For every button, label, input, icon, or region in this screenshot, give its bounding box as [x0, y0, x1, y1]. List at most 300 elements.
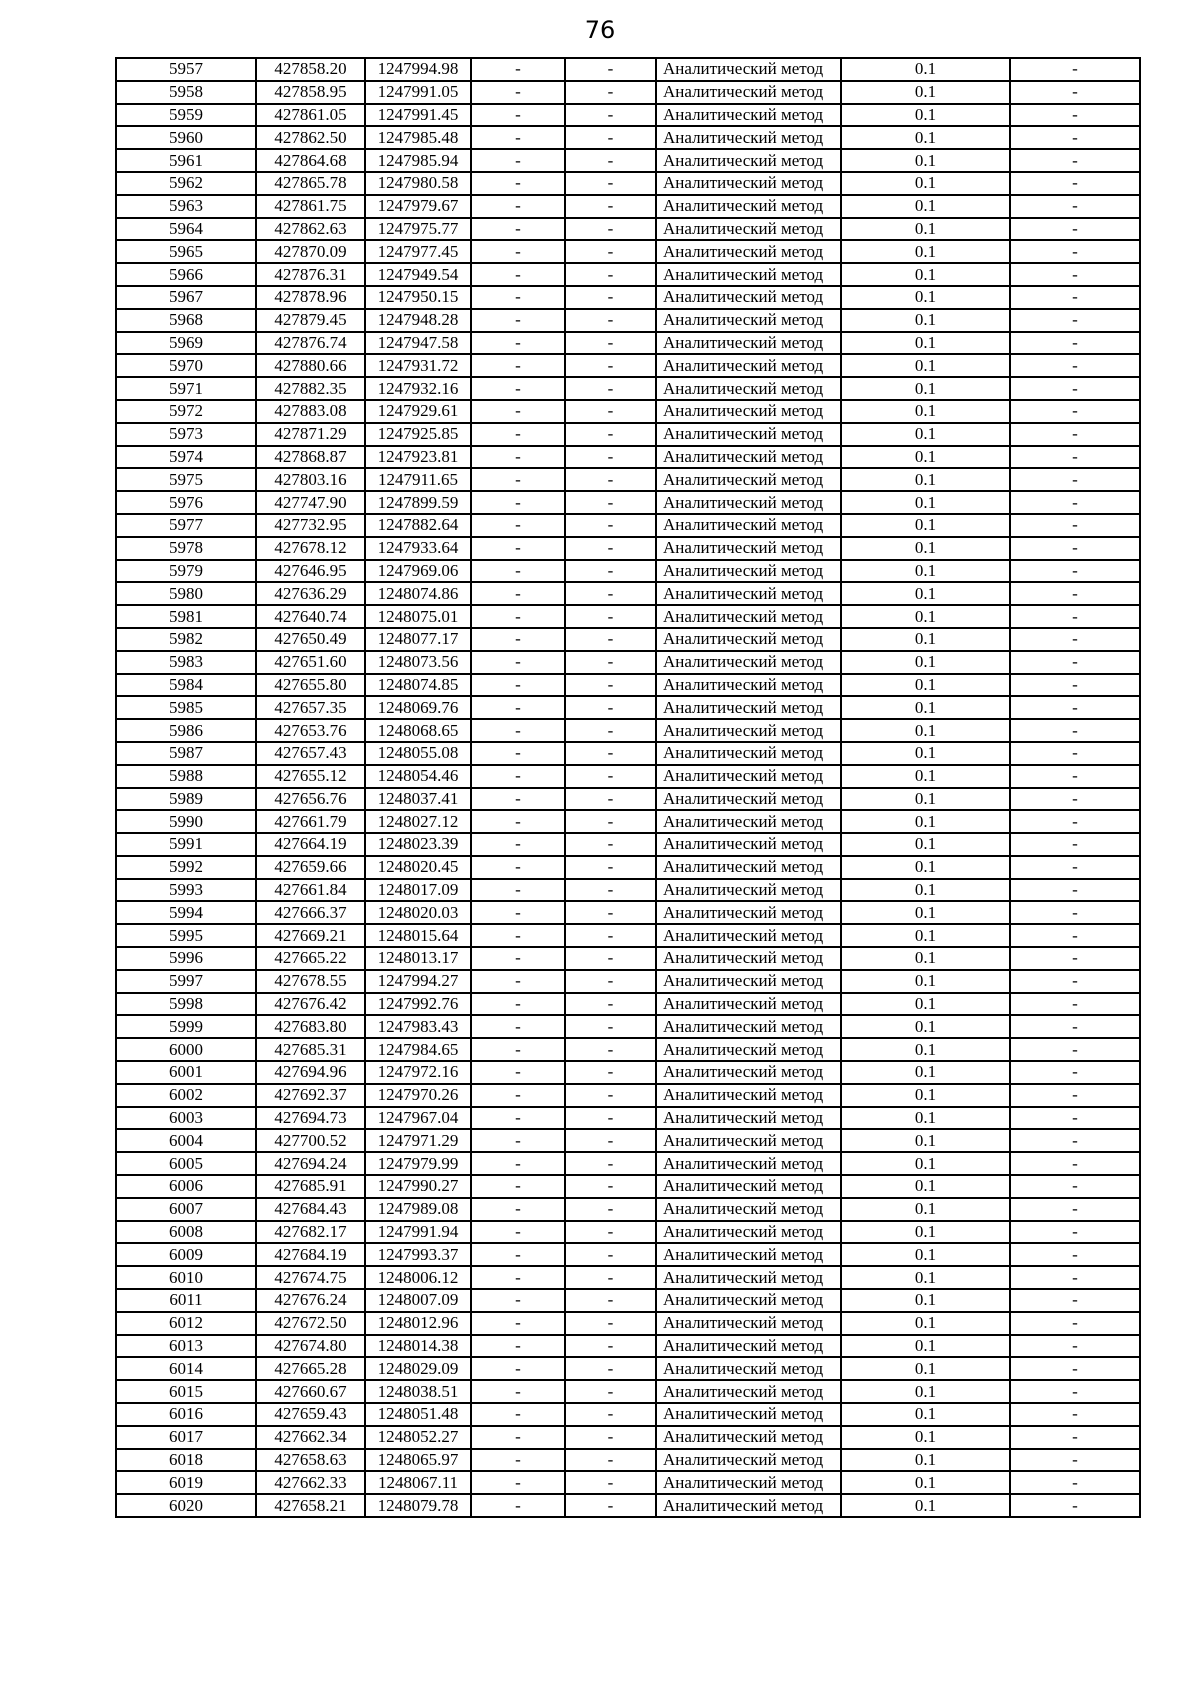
cell-method: Аналитический метод [656, 1266, 841, 1289]
cell-x-coordinate: 427665.28 [256, 1357, 365, 1380]
cell-empty-col-2: - [565, 446, 656, 469]
cell-empty-col-3: - [1010, 901, 1140, 924]
cell-x-coordinate: 427659.43 [256, 1403, 365, 1426]
cell-precision: 0.1 [841, 1152, 1010, 1175]
table-row [116, 1084, 1140, 1107]
cell-empty-col-3: - [1010, 1357, 1140, 1380]
table-row [116, 1107, 1140, 1130]
cell-precision: 0.1 [841, 195, 1010, 218]
cell-empty-col-1: - [471, 468, 565, 491]
table-row [116, 1266, 1140, 1289]
cell-point-number: 5980 [116, 582, 256, 605]
cell-y-coordinate: 1247985.48 [365, 126, 471, 149]
cell-precision: 0.1 [841, 286, 1010, 309]
cell-empty-col-2: - [565, 788, 656, 811]
cell-point-number: 5970 [116, 354, 256, 377]
cell-precision: 0.1 [841, 126, 1010, 149]
cell-y-coordinate: 1247992.76 [365, 993, 471, 1016]
cell-point-number: 5960 [116, 126, 256, 149]
cell-empty-col-3: - [1010, 696, 1140, 719]
cell-precision: 0.1 [841, 81, 1010, 104]
cell-y-coordinate: 1247975.77 [365, 218, 471, 241]
cell-empty-col-3: - [1010, 400, 1140, 423]
cell-empty-col-1: - [471, 218, 565, 241]
table-row [116, 400, 1140, 423]
table-row [116, 81, 1140, 104]
cell-precision: 0.1 [841, 1335, 1010, 1358]
cell-method: Аналитический метод [656, 1175, 841, 1198]
cell-empty-col-2: - [565, 605, 656, 628]
cell-method: Аналитический метод [656, 1129, 841, 1152]
cell-x-coordinate: 427653.76 [256, 719, 365, 742]
cell-precision: 0.1 [841, 1312, 1010, 1335]
cell-precision: 0.1 [841, 1198, 1010, 1221]
cell-method: Аналитический метод [656, 605, 841, 628]
cell-x-coordinate: 427669.21 [256, 924, 365, 947]
cell-empty-col-3: - [1010, 309, 1140, 332]
cell-x-coordinate: 427878.96 [256, 286, 365, 309]
cell-empty-col-1: - [471, 1494, 565, 1517]
cell-empty-col-3: - [1010, 1335, 1140, 1358]
cell-empty-col-3: - [1010, 1061, 1140, 1084]
cell-y-coordinate: 1247929.61 [365, 400, 471, 423]
cell-y-coordinate: 1247979.67 [365, 195, 471, 218]
cell-y-coordinate: 1248038.51 [365, 1380, 471, 1403]
cell-empty-col-2: - [565, 1198, 656, 1221]
cell-precision: 0.1 [841, 1015, 1010, 1038]
cell-method: Аналитический метод [656, 696, 841, 719]
table-row [116, 491, 1140, 514]
cell-x-coordinate: 427666.37 [256, 901, 365, 924]
cell-empty-col-3: - [1010, 560, 1140, 583]
cell-y-coordinate: 1247970.26 [365, 1084, 471, 1107]
cell-method: Аналитический метод [656, 81, 841, 104]
cell-empty-col-3: - [1010, 1494, 1140, 1517]
cell-empty-col-2: - [565, 765, 656, 788]
cell-point-number: 5988 [116, 765, 256, 788]
cell-empty-col-2: - [565, 1266, 656, 1289]
cell-empty-col-2: - [565, 1403, 656, 1426]
cell-x-coordinate: 427660.67 [256, 1380, 365, 1403]
cell-empty-col-3: - [1010, 1312, 1140, 1335]
cell-empty-col-2: - [565, 354, 656, 377]
cell-precision: 0.1 [841, 560, 1010, 583]
table-row [116, 172, 1140, 195]
cell-empty-col-2: - [565, 400, 656, 423]
cell-method: Аналитический метод [656, 1380, 841, 1403]
cell-y-coordinate: 1247911.65 [365, 468, 471, 491]
cell-empty-col-1: - [471, 674, 565, 697]
cell-empty-col-3: - [1010, 1243, 1140, 1266]
cell-empty-col-1: - [471, 1221, 565, 1244]
cell-empty-col-1: - [471, 651, 565, 674]
cell-method: Аналитический метод [656, 1471, 841, 1494]
table-row [116, 514, 1140, 537]
table-row [116, 332, 1140, 355]
cell-x-coordinate: 427876.74 [256, 332, 365, 355]
cell-empty-col-1: - [471, 1175, 565, 1198]
cell-x-coordinate: 427879.45 [256, 309, 365, 332]
cell-empty-col-2: - [565, 1335, 656, 1358]
table-row [116, 674, 1140, 697]
cell-x-coordinate: 427882.35 [256, 377, 365, 400]
cell-empty-col-2: - [565, 651, 656, 674]
cell-precision: 0.1 [841, 172, 1010, 195]
cell-empty-col-3: - [1010, 354, 1140, 377]
cell-x-coordinate: 427657.35 [256, 696, 365, 719]
cell-x-coordinate: 427651.60 [256, 651, 365, 674]
cell-empty-col-2: - [565, 1175, 656, 1198]
cell-method: Аналитический метод [656, 1494, 841, 1517]
cell-y-coordinate: 1248013.17 [365, 947, 471, 970]
table-row [116, 742, 1140, 765]
cell-empty-col-3: - [1010, 674, 1140, 697]
cell-empty-col-3: - [1010, 947, 1140, 970]
cell-point-number: 5975 [116, 468, 256, 491]
cell-empty-col-1: - [471, 354, 565, 377]
cell-x-coordinate: 427858.20 [256, 58, 365, 81]
cell-empty-col-1: - [471, 537, 565, 560]
table-row [116, 901, 1140, 924]
cell-method: Аналитический метод [656, 332, 841, 355]
cell-x-coordinate: 427871.29 [256, 423, 365, 446]
table-row [116, 947, 1140, 970]
cell-empty-col-1: - [471, 491, 565, 514]
cell-empty-col-2: - [565, 993, 656, 1016]
cell-empty-col-2: - [565, 332, 656, 355]
cell-empty-col-2: - [565, 833, 656, 856]
cell-y-coordinate: 1248055.08 [365, 742, 471, 765]
cell-empty-col-2: - [565, 696, 656, 719]
table-row [116, 879, 1140, 902]
cell-point-number: 6001 [116, 1061, 256, 1084]
cell-method: Аналитический метод [656, 240, 841, 263]
table-row [116, 1335, 1140, 1358]
cell-empty-col-2: - [565, 514, 656, 537]
cell-x-coordinate: 427655.12 [256, 765, 365, 788]
table-row [116, 218, 1140, 241]
cell-y-coordinate: 1247950.15 [365, 286, 471, 309]
cell-empty-col-1: - [471, 605, 565, 628]
cell-empty-col-3: - [1010, 742, 1140, 765]
cell-x-coordinate: 427862.50 [256, 126, 365, 149]
cell-empty-col-3: - [1010, 263, 1140, 286]
cell-point-number: 5996 [116, 947, 256, 970]
cell-point-number: 5991 [116, 833, 256, 856]
cell-point-number: 5969 [116, 332, 256, 355]
cell-y-coordinate: 1247994.98 [365, 58, 471, 81]
table-row [116, 1152, 1140, 1175]
cell-empty-col-1: - [471, 833, 565, 856]
cell-precision: 0.1 [841, 628, 1010, 651]
cell-method: Аналитический метод [656, 1015, 841, 1038]
cell-empty-col-2: - [565, 126, 656, 149]
cell-empty-col-1: - [471, 1426, 565, 1449]
cell-point-number: 6011 [116, 1289, 256, 1312]
cell-empty-col-1: - [471, 104, 565, 127]
cell-point-number: 5979 [116, 560, 256, 583]
cell-x-coordinate: 427676.42 [256, 993, 365, 1016]
cell-empty-col-3: - [1010, 628, 1140, 651]
cell-empty-col-2: - [565, 149, 656, 172]
cell-method: Аналитический метод [656, 1061, 841, 1084]
cell-precision: 0.1 [841, 1449, 1010, 1472]
cell-y-coordinate: 1247989.08 [365, 1198, 471, 1221]
cell-empty-col-2: - [565, 1357, 656, 1380]
table-row [116, 1221, 1140, 1244]
cell-y-coordinate: 1247882.64 [365, 514, 471, 537]
cell-method: Аналитический метод [656, 263, 841, 286]
cell-precision: 0.1 [841, 924, 1010, 947]
cell-y-coordinate: 1247993.37 [365, 1243, 471, 1266]
cell-empty-col-1: - [471, 947, 565, 970]
cell-empty-col-3: - [1010, 1175, 1140, 1198]
cell-empty-col-3: - [1010, 1198, 1140, 1221]
table-row [116, 468, 1140, 491]
table-row [116, 195, 1140, 218]
cell-x-coordinate: 427694.73 [256, 1107, 365, 1130]
cell-y-coordinate: 1247969.06 [365, 560, 471, 583]
cell-x-coordinate: 427861.05 [256, 104, 365, 127]
cell-y-coordinate: 1247985.94 [365, 149, 471, 172]
cell-precision: 0.1 [841, 377, 1010, 400]
cell-y-coordinate: 1248020.45 [365, 856, 471, 879]
cell-empty-col-3: - [1010, 924, 1140, 947]
cell-empty-col-1: - [471, 1015, 565, 1038]
cell-method: Аналитический метод [656, 788, 841, 811]
cell-point-number: 6019 [116, 1471, 256, 1494]
cell-point-number: 5963 [116, 195, 256, 218]
table-row [116, 377, 1140, 400]
cell-empty-col-2: - [565, 742, 656, 765]
cell-empty-col-3: - [1010, 1266, 1140, 1289]
cell-precision: 0.1 [841, 674, 1010, 697]
cell-point-number: 5971 [116, 377, 256, 400]
cell-empty-col-1: - [471, 1335, 565, 1358]
table-row [116, 286, 1140, 309]
cell-empty-col-1: - [471, 1243, 565, 1266]
cell-point-number: 5998 [116, 993, 256, 1016]
cell-point-number: 5986 [116, 719, 256, 742]
cell-method: Аналитический метод [656, 719, 841, 742]
cell-point-number: 5966 [116, 263, 256, 286]
cell-point-number: 6014 [116, 1357, 256, 1380]
cell-x-coordinate: 427640.74 [256, 605, 365, 628]
cell-empty-col-3: - [1010, 423, 1140, 446]
cell-empty-col-3: - [1010, 719, 1140, 742]
cell-empty-col-2: - [565, 1494, 656, 1517]
cell-method: Аналитический метод [656, 924, 841, 947]
cell-point-number: 5961 [116, 149, 256, 172]
table-row [116, 788, 1140, 811]
cell-precision: 0.1 [841, 104, 1010, 127]
cell-method: Аналитический метод [656, 879, 841, 902]
cell-method: Аналитический метод [656, 468, 841, 491]
cell-y-coordinate: 1247967.04 [365, 1107, 471, 1130]
cell-empty-col-3: - [1010, 1015, 1140, 1038]
cell-empty-col-2: - [565, 1084, 656, 1107]
cell-precision: 0.1 [841, 1266, 1010, 1289]
cell-point-number: 6006 [116, 1175, 256, 1198]
cell-empty-col-3: - [1010, 765, 1140, 788]
cell-empty-col-3: - [1010, 993, 1140, 1016]
cell-x-coordinate: 427685.91 [256, 1175, 365, 1198]
cell-precision: 0.1 [841, 423, 1010, 446]
cell-empty-col-2: - [565, 309, 656, 332]
cell-method: Аналитический метод [656, 765, 841, 788]
cell-y-coordinate: 1247931.72 [365, 354, 471, 377]
cell-method: Аналитический метод [656, 400, 841, 423]
cell-empty-col-1: - [471, 1129, 565, 1152]
cell-empty-col-2: - [565, 263, 656, 286]
cell-x-coordinate: 427694.96 [256, 1061, 365, 1084]
cell-method: Аналитический метод [656, 833, 841, 856]
cell-empty-col-1: - [471, 58, 565, 81]
cell-method: Аналитический метод [656, 651, 841, 674]
cell-point-number: 5997 [116, 970, 256, 993]
cell-empty-col-2: - [565, 879, 656, 902]
cell-point-number: 5995 [116, 924, 256, 947]
cell-empty-col-2: - [565, 947, 656, 970]
cell-empty-col-1: - [471, 582, 565, 605]
cell-precision: 0.1 [841, 651, 1010, 674]
cell-y-coordinate: 1248051.48 [365, 1403, 471, 1426]
cell-x-coordinate: 427674.80 [256, 1335, 365, 1358]
cell-precision: 0.1 [841, 1221, 1010, 1244]
cell-y-coordinate: 1248029.09 [365, 1357, 471, 1380]
cell-x-coordinate: 427861.75 [256, 195, 365, 218]
cell-empty-col-3: - [1010, 172, 1140, 195]
cell-method: Аналитический метод [656, 674, 841, 697]
table-row [116, 354, 1140, 377]
cell-empty-col-1: - [471, 993, 565, 1016]
cell-x-coordinate: 427683.80 [256, 1015, 365, 1038]
cell-precision: 0.1 [841, 879, 1010, 902]
table-row [116, 605, 1140, 628]
cell-empty-col-2: - [565, 970, 656, 993]
cell-precision: 0.1 [841, 1289, 1010, 1312]
cell-y-coordinate: 1247972.16 [365, 1061, 471, 1084]
cell-method: Аналитический метод [656, 172, 841, 195]
cell-point-number: 5993 [116, 879, 256, 902]
cell-precision: 0.1 [841, 1129, 1010, 1152]
cell-y-coordinate: 1248067.11 [365, 1471, 471, 1494]
cell-point-number: 5972 [116, 400, 256, 423]
cell-empty-col-3: - [1010, 1038, 1140, 1061]
cell-precision: 0.1 [841, 1038, 1010, 1061]
cell-empty-col-1: - [471, 332, 565, 355]
cell-method: Аналитический метод [656, 810, 841, 833]
cell-empty-col-3: - [1010, 833, 1140, 856]
table-row [116, 628, 1140, 651]
cell-y-coordinate: 1248015.64 [365, 924, 471, 947]
cell-point-number: 5958 [116, 81, 256, 104]
cell-empty-col-1: - [471, 195, 565, 218]
cell-empty-col-1: - [471, 286, 565, 309]
cell-empty-col-2: - [565, 1129, 656, 1152]
cell-method: Аналитический метод [656, 1357, 841, 1380]
cell-empty-col-2: - [565, 1015, 656, 1038]
cell-method: Аналитический метод [656, 1335, 841, 1358]
cell-x-coordinate: 427700.52 [256, 1129, 365, 1152]
cell-empty-col-3: - [1010, 195, 1140, 218]
cell-point-number: 6003 [116, 1107, 256, 1130]
cell-x-coordinate: 427747.90 [256, 491, 365, 514]
table-row [116, 651, 1140, 674]
cell-point-number: 5978 [116, 537, 256, 560]
cell-empty-col-3: - [1010, 149, 1140, 172]
cell-precision: 0.1 [841, 1471, 1010, 1494]
cell-x-coordinate: 427672.50 [256, 1312, 365, 1335]
cell-empty-col-1: - [471, 446, 565, 469]
cell-y-coordinate: 1247980.58 [365, 172, 471, 195]
cell-precision: 0.1 [841, 788, 1010, 811]
cell-point-number: 6000 [116, 1038, 256, 1061]
cell-empty-col-3: - [1010, 491, 1140, 514]
cell-method: Аналитический метод [656, 423, 841, 446]
cell-y-coordinate: 1248023.39 [365, 833, 471, 856]
cell-x-coordinate: 427662.33 [256, 1471, 365, 1494]
table-row [116, 1198, 1140, 1221]
cell-empty-col-3: - [1010, 286, 1140, 309]
cell-x-coordinate: 427661.79 [256, 810, 365, 833]
cell-method: Аналитический метод [656, 446, 841, 469]
cell-point-number: 5987 [116, 742, 256, 765]
cell-empty-col-1: - [471, 400, 565, 423]
cell-precision: 0.1 [841, 332, 1010, 355]
cell-precision: 0.1 [841, 833, 1010, 856]
table-row [116, 537, 1140, 560]
cell-y-coordinate: 1248075.01 [365, 605, 471, 628]
cell-x-coordinate: 427864.68 [256, 149, 365, 172]
cell-x-coordinate: 427676.24 [256, 1289, 365, 1312]
cell-empty-col-3: - [1010, 1380, 1140, 1403]
cell-method: Аналитический метод [656, 354, 841, 377]
cell-precision: 0.1 [841, 1175, 1010, 1198]
cell-method: Аналитический метод [656, 1038, 841, 1061]
cell-y-coordinate: 1247991.05 [365, 81, 471, 104]
cell-empty-col-2: - [565, 1471, 656, 1494]
cell-empty-col-3: - [1010, 468, 1140, 491]
cell-method: Аналитический метод [656, 560, 841, 583]
table-row [116, 149, 1140, 172]
page-number: 76 [584, 16, 616, 44]
cell-empty-col-1: - [471, 81, 565, 104]
cell-method: Аналитический метод [656, 537, 841, 560]
cell-empty-col-2: - [565, 58, 656, 81]
cell-precision: 0.1 [841, 719, 1010, 742]
cell-method: Аналитический метод [656, 1198, 841, 1221]
cell-precision: 0.1 [841, 1403, 1010, 1426]
cell-empty-col-2: - [565, 924, 656, 947]
cell-method: Аналитический метод [656, 309, 841, 332]
cell-empty-col-1: - [471, 901, 565, 924]
cell-x-coordinate: 427674.75 [256, 1266, 365, 1289]
cell-method: Аналитический метод [656, 126, 841, 149]
cell-empty-col-1: - [471, 1289, 565, 1312]
cell-x-coordinate: 427883.08 [256, 400, 365, 423]
cell-empty-col-2: - [565, 628, 656, 651]
cell-x-coordinate: 427661.84 [256, 879, 365, 902]
table-row [116, 1175, 1140, 1198]
cell-y-coordinate: 1248073.56 [365, 651, 471, 674]
cell-precision: 0.1 [841, 765, 1010, 788]
cell-empty-col-2: - [565, 377, 656, 400]
cell-empty-col-3: - [1010, 1107, 1140, 1130]
cell-method: Аналитический метод [656, 856, 841, 879]
cell-x-coordinate: 427692.37 [256, 1084, 365, 1107]
cell-empty-col-1: - [471, 788, 565, 811]
